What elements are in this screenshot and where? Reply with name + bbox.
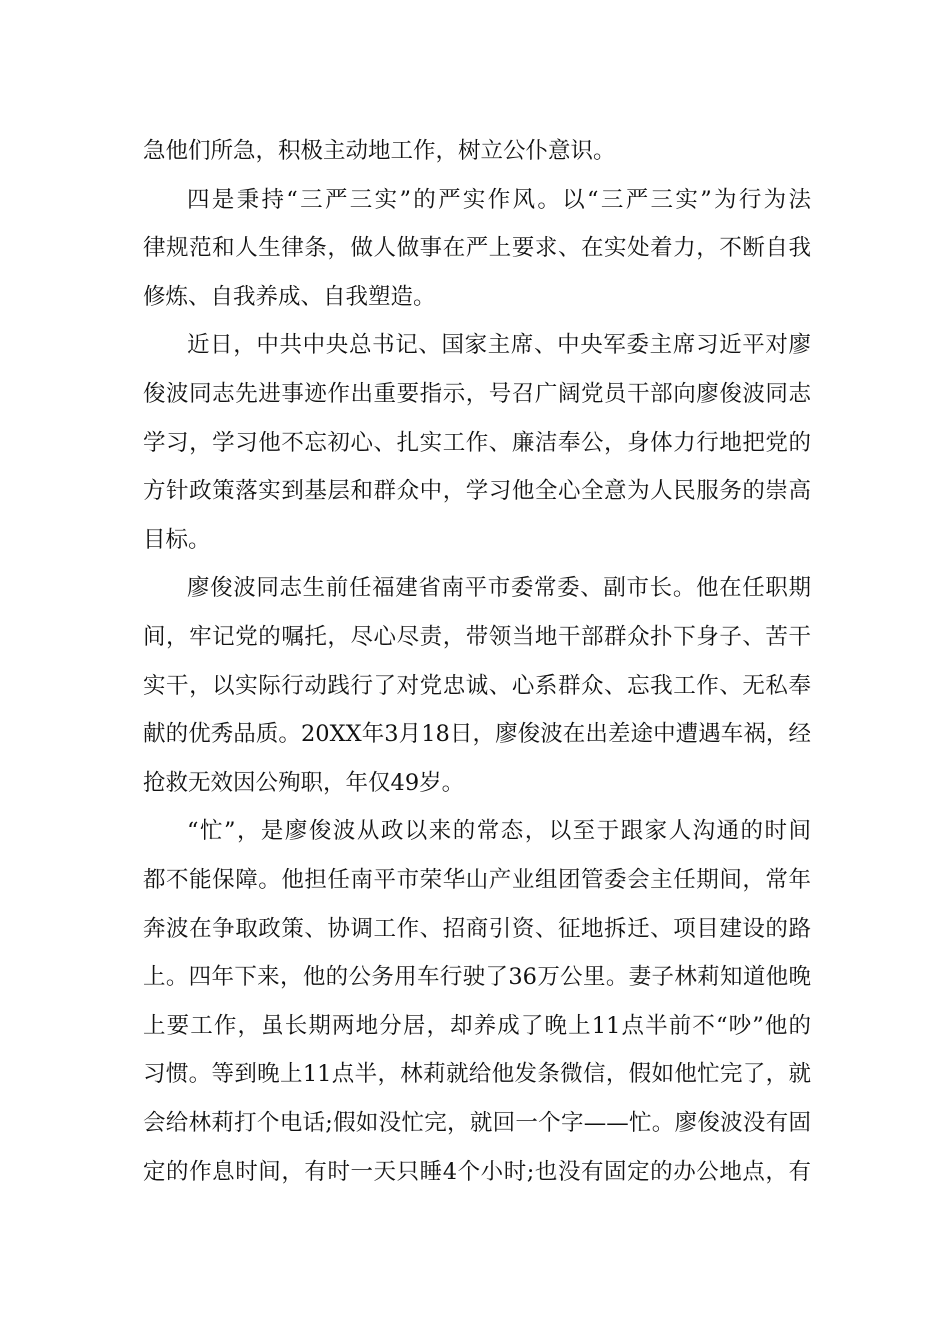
text-line: 修炼、自我养成、自我塑造。 — [143, 283, 436, 310]
text-line: 急他们所急，积极主动地工作，树立公仆意识。 — [143, 138, 616, 164]
text-line: 实干，以实际行动践行了对党忠诚、心系群众、忘我工作、无私奉 — [143, 672, 811, 699]
paragraph-first-line: “忙”，是廖俊波从政以来的常态，以至于跟家人沟通的时间 — [187, 818, 811, 845]
paragraph-first-line: 四是秉持“三严三实”的严实作风。以“三严三实”为行为法 — [187, 186, 811, 213]
text-line: 都不能保障。他担任南平市荣华山产业组团管委会主任期间，常年 — [143, 867, 811, 893]
text-line: 俊波同志先进事迹作出重要指示，号召广阔党员干部向廖俊波同志 — [143, 381, 811, 407]
text-line: 定的作息时间，有时一天只睡4个小时;也没有固定的办公地点，有 — [143, 1158, 811, 1185]
text-line: 上。四年下来，他的公务用车行驶了36万公里。妻子林莉知道他晚 — [143, 964, 811, 991]
paragraph-first-line: 近日，中共中央总书记、国家主席、中央军委主席习近平对廖 — [187, 332, 811, 359]
text-line: 习惯。等到晚上11点半，林莉就给他发条微信，假如他忙完了，就 — [143, 1061, 811, 1088]
text-line: 间，牢记党的嘱托，尽心尽责，带领当地干部群众扑下身子、苦干 — [143, 624, 811, 650]
text-line: 会给林莉打个电话;假如没忙完，就回一个字——忙。廖俊波没有固 — [143, 1110, 811, 1136]
text-line: 献的优秀品质。20XX年3月18日，廖俊波在出差途中遭遇车祸，经 — [143, 721, 811, 748]
text-line: 目标。 — [143, 526, 211, 553]
text-line: 学习，学习他不忘初心、扎实工作、廉洁奉公，身体力行地把党的 — [143, 429, 811, 456]
text-line: 律规范和人生律条，做人做事在严上要求、在实处着力，不断自我 — [143, 235, 811, 262]
paragraph-first-line: 廖俊波同志生前任福建省南平市委常委、副市长。他在任职期 — [187, 575, 811, 602]
text-line: 上要工作，虽长期两地分居，却养成了晚上11点半前不“吵”他的 — [143, 1012, 811, 1039]
text-line: 抢救无效因公殉职，年仅49岁。 — [143, 769, 465, 796]
text-line: 方针政策落实到基层和群众中，学习他全心全意为人民服务的崇高 — [143, 478, 811, 505]
text-line: 奔波在争取政策、协调工作、招商引资、征地拆迁、项目建设的路 — [143, 915, 811, 942]
